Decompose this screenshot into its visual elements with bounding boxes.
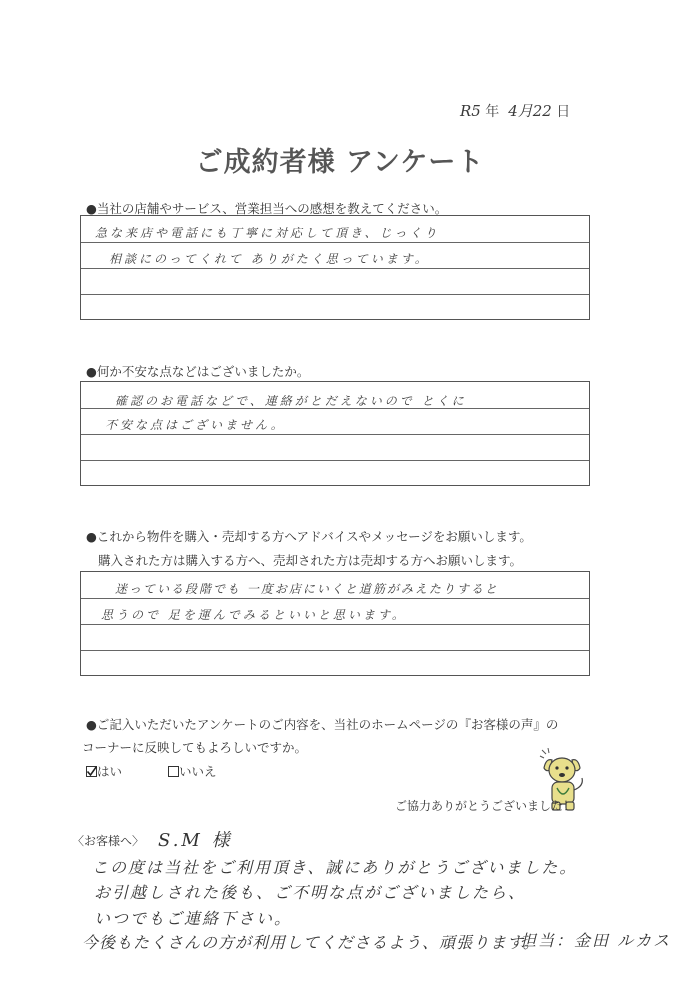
- message-line-3: いつでもご連絡下さい。: [94, 909, 293, 928]
- question-publish-consent: ●ご記入いただいたアンケートのご内容を、当社のホームページの『お客様の声』の: [86, 717, 559, 732]
- option-no-label: いいえ: [179, 764, 217, 779]
- date-era-year: R5: [460, 102, 481, 120]
- question-advice-note: 購入された方は購入する方へ、売却された方は売却する方へお願いします。: [98, 553, 523, 568]
- answer-box-advice: [80, 571, 590, 676]
- customer-salutation-label: 〈お客様へ〉: [72, 834, 145, 848]
- customer-name: S.M 様: [158, 830, 233, 851]
- question-concerns: ●何か不安な点などはございましたか。: [86, 364, 310, 379]
- empty-box-icon: [168, 766, 179, 777]
- survey-title: ご成約者様 アンケート: [195, 147, 485, 178]
- message-line-2: お引越しされた後も、ご不明な点がございましたら、: [94, 883, 527, 902]
- message-line-4: 今後もたくさんの方が利用してくださるよう、頑張ります。: [82, 933, 540, 952]
- answer-advice-line-2: 思うので 足を運んでみるといいと思います。: [101, 608, 407, 622]
- option-yes-label: はい: [97, 764, 123, 779]
- question-impressions: ●当社の店舗やサービス、営業担当への感想を教えてください。: [86, 201, 448, 216]
- answer-impressions-line-1: 急な来店や電話にも丁寧に対応して頂き、じっくり: [95, 226, 440, 240]
- answer-concerns-line-1: 確認のお電話などで、連絡がとだえないので とくに: [115, 394, 467, 408]
- answer-box-concerns: [80, 381, 590, 486]
- answer-impressions-line-2: 相談にのってくれて ありがたく思っています。: [109, 252, 430, 266]
- answer-concerns-line-2: 不安な点はございません。: [105, 418, 286, 432]
- answer-box-impressions: [80, 215, 590, 320]
- survey-date: [460, 100, 570, 121]
- answer-advice-line-1: 迷っている段階でも 一度お店にいくと道筋がみえたりすると: [115, 582, 499, 596]
- date-year-label: 年: [485, 104, 500, 120]
- question-publish-consent-line-2: コーナーに反映してもよろしいですか。: [82, 740, 308, 755]
- option-no[interactable]: [168, 762, 217, 780]
- option-yes[interactable]: [86, 762, 122, 780]
- date-month-day: 4月22: [508, 102, 552, 120]
- staff-signature: 担当：金田 ルカス: [520, 931, 672, 950]
- thanks-message: ご協力ありがとうございました！: [395, 799, 576, 813]
- checked-box-icon: [86, 766, 97, 777]
- question-advice: ●これから物件を購入・売却する方へアドバイスやメッセージをお願いします。: [86, 529, 532, 544]
- date-day-label: 日: [556, 104, 571, 120]
- message-line-1: この度は当社をご利用頂き、誠にありがとうございました。: [92, 858, 578, 877]
